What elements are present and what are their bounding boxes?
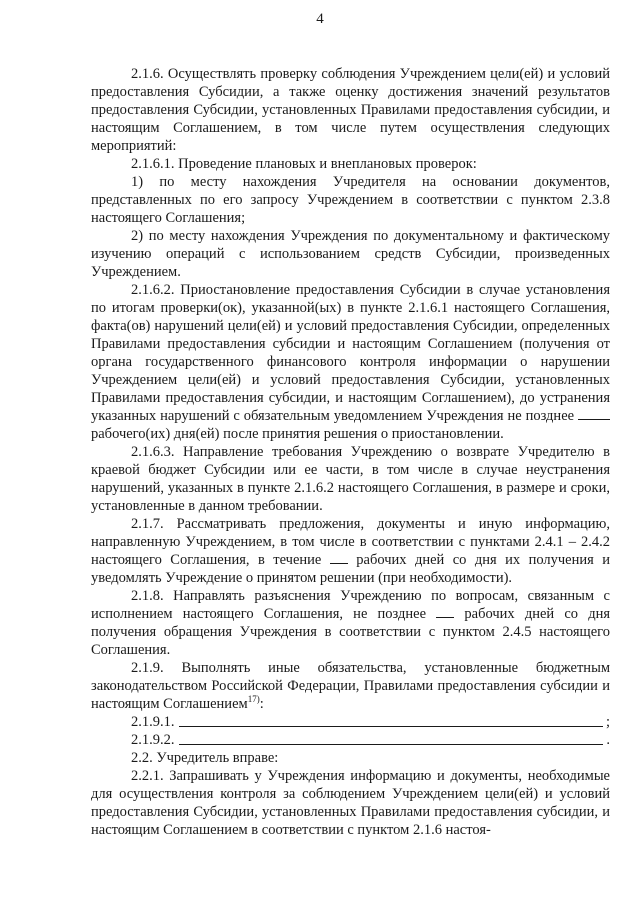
- item-number: 2.1.9.2.: [131, 732, 175, 748]
- item-terminator: ;: [605, 714, 610, 730]
- blank-days-field: [330, 551, 348, 564]
- blank-line: [179, 731, 604, 745]
- paragraph-2-1-9-colon: :: [259, 696, 264, 712]
- paragraph-2-1-6-1: 2.1.6.1. Проведение плановых и внеплановых проверок:: [131, 156, 477, 172]
- paragraph-2-1-9: [91, 659, 610, 713]
- paragraph-2-1-9-text: 2.1.9. Выполнять иные обязательства, установленные бюджетным законодательством Российской Федерации, Правилами предоставления субсидии и настоящим Соглашением: [91, 660, 610, 712]
- paragraph-2-1-8: [91, 587, 610, 659]
- paragraph-2-1-9-1: [91, 713, 610, 731]
- paragraph-2-1-9-2: [91, 731, 610, 749]
- footnote-ref: 17): [247, 694, 260, 705]
- document-body: [91, 65, 610, 839]
- paragraph-item-2: 2) по месту нахождения Учреждения по документальному и фактическому изучению операций с использованием средств Субсидии, произведенных Учреждением.: [91, 228, 610, 280]
- blank-days-field: [436, 605, 454, 618]
- paragraph-2-1-6: 2.1.6. Осуществлять проверку соблюдения Учреждением цели(ей) и условий предоставления Субсидии, а также оценку достижения значений результатов предоставления Субсидии, установленных Правилами предоставления субсидии, и настоящим Соглашением, в том числе путем осуществления следующих мероприятий:: [91, 66, 610, 154]
- paragraph-2-1-6-2-text-a: 2.1.6.2. Приостановление предоставления Субсидии в случае установления по итогам проверки(ок), указанной(ых) в пункте 2.1.6.1 настоящего Соглашения, факта(ов) нарушений цели(ей) и условий предоставления Субсидии, определенных Правилами предоставления субсидии и настоящим Соглашением (получения от органа государственного финансового контроля информации о нарушении Учреждением цели(ей) и условий предоставления Субсидии, установленных Правилами предоставления субсидии, и настоящим Соглашением), до устранения указанных нарушений с обязательным уведомлением Учреждения не позднее: [91, 282, 610, 424]
- paragraph-2-1-7: [91, 515, 610, 587]
- paragraph-2-2: 2.2. Учредитель вправе:: [131, 750, 279, 766]
- paragraph-2-2-1: 2.2.1. Запрашивать у Учреждения информацию и документы, необходимые для осуществления контроля за соблюдением Учреждением цели(ей) и условий предоставления Субсидии, установленных Правилами предоставления субсидии, и настоящим Соглашением в соответствии с пунктом 2.1.6 настоя-: [91, 768, 610, 838]
- paragraph-2-1-8-text-a: 2.1.8. Направлять разъяснения Учреждению по вопросам, связанным с исполнением настоящего Соглашения, не позднее: [91, 588, 610, 622]
- paragraph-2-1-6-2-text-b: рабочего(их) дня(ей) после принятия решения о приостановлении.: [91, 426, 504, 442]
- blank-days-field: [578, 407, 610, 420]
- paragraph-2-1-7-text-a: 2.1.7. Рассматривать предложения, документы и иную информацию, направленную Учреждением, в том числе в соответствии с пунктами 2.4.1 – 2.4.2 настоящего Соглашения, в течение: [91, 516, 610, 568]
- blank-line: [179, 713, 603, 727]
- paragraph-2-1-7-text-b: рабочих дней со дня их получения и уведомлять Учреждение о принятом решении (при необходимости).: [91, 552, 610, 586]
- page-number: 4: [316, 11, 324, 27]
- paragraph-2-1-6-2: [91, 281, 610, 443]
- paragraph-2-1-8-text-b: рабочих дней со дня получения обращения Учреждения в соответствии с пунктом 2.4.5 настоящего Соглашения.: [91, 606, 611, 658]
- item-terminator: .: [606, 732, 610, 748]
- paragraph-item-1: 1) по месту нахождения Учредителя на основании документов, представленных по его запросу Учреждением в соответствии с пунктом 2.3.8 настоящего Соглашения;: [91, 174, 610, 226]
- paragraph-2-1-6-3: 2.1.6.3. Направление требования Учреждению о возврате Учредителю в краевой бюджет Субсидии или ее части, в том числе в случае неустранения нарушений, указанных в пункте 2.1.6.2 настоящего Соглашения, в размере и сроки, установленные в данном требовании.: [91, 444, 610, 514]
- item-number: 2.1.9.1.: [131, 714, 175, 730]
